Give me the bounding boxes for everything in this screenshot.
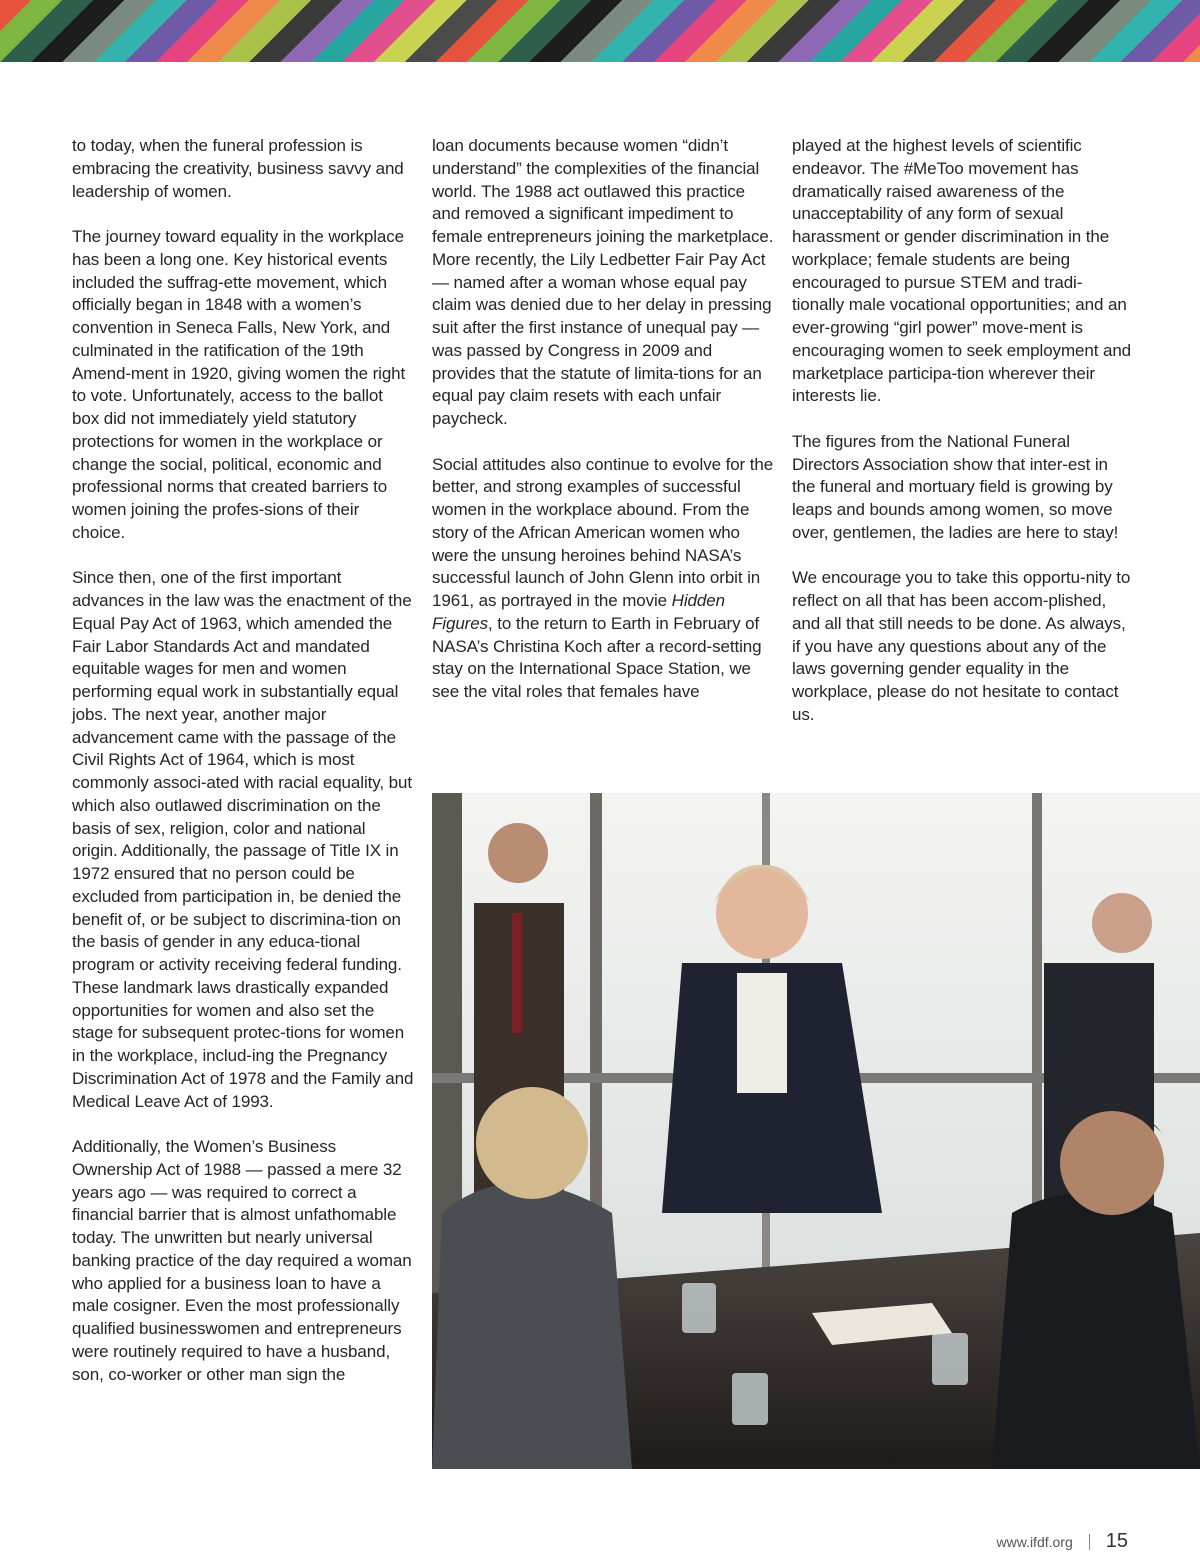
paragraph: Since then, one of the first important advances in the law was the enactment of the Equal Pay Act of 1963, which amended the Fair Labor Standards Act and mandated equitable wages for men and women performing equal work in substantially equal jobs. The next year, another major advancement came with the passage of the Civil Rights Act of 1964, which is most commonly associ-ated with racial equality, but which also outlawed discrimination on the basis of sex, religion, color and national origin. Additionally, the passage of Title IX in 1972 ensured that no person could be excluded from participation in, be denied the benefit of, or be subject to discrimina-tion on the basis of gender in any educa-tional program or activity receiving federal funding. These landmark laws drastically expanded opportunities for women and also set the stage for subsequent protec-tions for women in the workplace, includ-ing the Pregnancy Discrimination Act of 1978 and the Family and Medical Leave Act of 1993. <box>72 568 414 1111</box>
paragraph: The journey toward equality in the workplace has been a long one. Key historical events included the suffrag-ette movement, which officially began in 1848 with a women’s convention in Seneca Falls, New York, and culminated in the ratification of the 19th Amend-ment in 1920, giving women the right to vote. Unfortunately, access to the ballot box did not immediately yield statutory protections for women in the workplace or change the social, political, economic and professional norms that created barriers to women joining the profes-sions of their choice. <box>72 227 406 542</box>
paragraph: played at the highest levels of scientific endeavor. The #MeToo movement has dramatically raised awareness of the unacceptability of any form of sexual harassment or gender discrimination in the workplace; female students are being encouraged to pursue STEM and tradi-tionally male vocational opportunities; and an ever-growing “girl power” move-ment is encouraging women to seek employment and marketplace participa-tion wherever their interests lie. <box>792 136 1132 406</box>
page-footer <box>997 1530 1129 1553</box>
paragraph: to today, when the funeral profession is embracing the creativity, business savvy and leadership of women. <box>72 136 404 201</box>
page-number: 15 <box>1105 1530 1128 1552</box>
paragraph: The figures from the National Funeral Directors Association show that inter-est in the funeral and mortuary field is growing by leaps and bounds among women, so move over, gentlemen, the ladies are here to stay! <box>792 431 1119 542</box>
text-column-3 <box>792 135 1134 749</box>
paragraph: loan documents because women “didn’t understand” the complexities of the financial world. The 1988 act outlawed this practice and removed a significant impediment to female entrepreneurs joining the marketplace. More recently, the Lily Ledbetter Fair Pay Act — named after a woman whose equal pay claim was denied due to her delay in pressing suit after the first instance of unequal pay — was passed by Congress in 2009 and provides that the statute of limita-tions for an equal pay claim resets with each unfair paycheck. <box>432 136 774 428</box>
paragraph <box>432 454 774 704</box>
text-column-2 <box>432 135 774 727</box>
footer-divider <box>1089 1534 1090 1550</box>
paragraph-text: , to the return to Earth in February of NASA’s Christina Koch after a record-setting stay on the International Space Station, we see the vital roles that females have <box>432 613 762 701</box>
paragraph: We encourage you to take this opportu-nity to reflect on all that has been accom-plished, and all that still needs to be done. As always, if you have any questions about any of the laws governing gender equality in the workplace, please do not hesitate to contact us. <box>792 568 1131 724</box>
decorative-stripe-banner <box>0 0 1200 62</box>
meeting-photo <box>432 793 1200 1469</box>
paragraph-text: Social attitudes also continue to evolve for the better, and strong examples of successful women in the workplace abound. From the story of the African American women who were the unsung heroines behind NASA’s successful launch of John Glenn into orbit in 1961, as portrayed in the movie <box>432 454 774 610</box>
movie-title: Hidden Figures <box>432 591 725 633</box>
website-url: www.ifdf.org <box>996 1533 1073 1550</box>
text-column-1 <box>72 135 414 1409</box>
paragraph: Additionally, the Women’s Business Ownership Act of 1988 — passed a mere 32 years ago — was required to correct a financial barrier that is almost unfathomable today. The unwritten but nearly universal banking practice of the day required a woman who applied for a business loan to have a male cosigner. Even the most professionally qualified businesswomen and entrepreneurs were routinely required to have a husband, son, co-worker or other man sign the <box>72 1137 412 1384</box>
